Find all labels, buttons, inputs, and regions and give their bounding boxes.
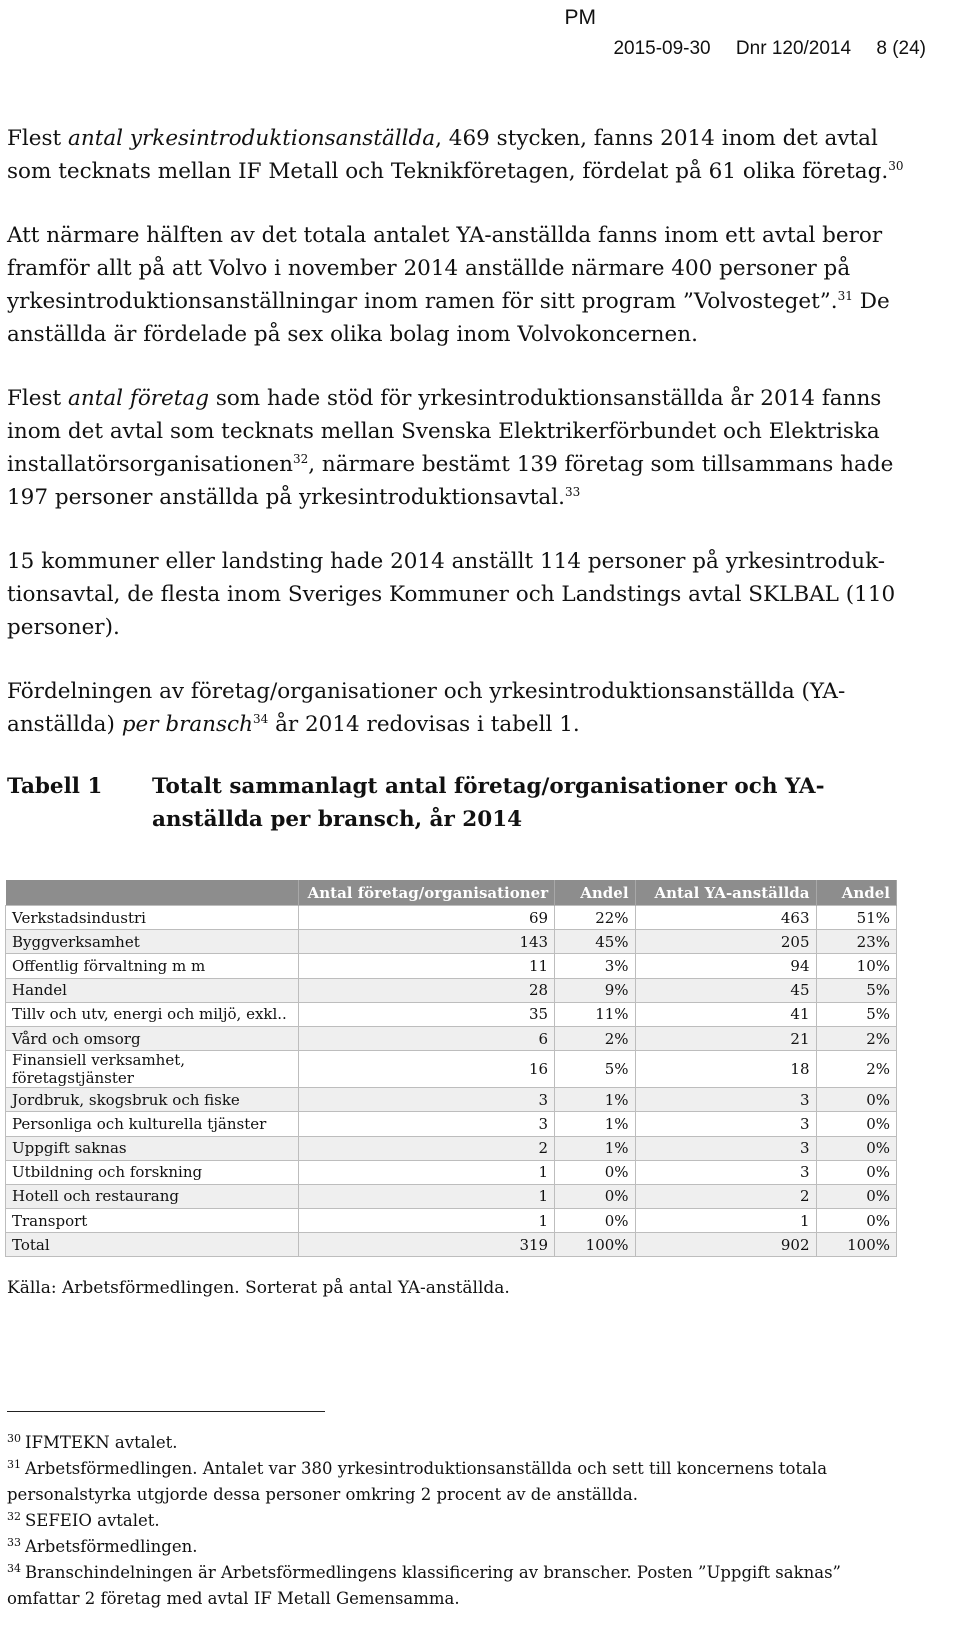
header-meta bbox=[593, 38, 926, 60]
table-row bbox=[6, 1112, 897, 1136]
value-cell: 902 bbox=[635, 1233, 816, 1257]
paragraph-5: Fördelningen av företag/organisationer och yrkesintroduktionsanställda (YA-anställda) per bransch$^{34}$ år 2014 redovisas i tabell 1. bbox=[7, 679, 846, 737]
value-cell: 45% bbox=[555, 930, 635, 954]
footnote-number: 30 bbox=[7, 1432, 21, 1445]
table-title: Totalt sammanlagt antal företag/organisationer och YA-anställda per bransch, år 2014 bbox=[152, 774, 825, 832]
footnote-number: 33 bbox=[7, 1536, 21, 1549]
value-cell: 2 bbox=[299, 1136, 555, 1160]
value-cell: 1 bbox=[299, 1184, 555, 1208]
paragraph-4: 15 kommuner eller landsting hade 2014 anställt 114 personer på yrkesintroduk-tionsavtal, de flesta inom Sveriges Kommuner och Landstings avtal SKLBAL (110 personer). bbox=[7, 549, 896, 640]
footnotes bbox=[7, 1430, 887, 1612]
table-row bbox=[6, 1026, 897, 1050]
header-cell bbox=[6, 880, 299, 906]
value-cell: 21 bbox=[635, 1026, 816, 1050]
table-label: Tabell 1 bbox=[7, 774, 103, 799]
footnote-number: 34 bbox=[7, 1562, 21, 1575]
value-cell: 45 bbox=[635, 978, 816, 1002]
value-cell: 41 bbox=[635, 1002, 816, 1026]
doc-dnr: Dnr 120/2014 bbox=[735, 38, 852, 59]
value-cell: 0% bbox=[816, 1209, 897, 1233]
footnote-ref: 31 bbox=[837, 289, 853, 303]
footnote-ref: 30 bbox=[888, 159, 904, 173]
value-cell: 0% bbox=[816, 1160, 897, 1184]
value-cell: 3% bbox=[555, 954, 635, 978]
footnote bbox=[7, 1560, 887, 1612]
value-cell: 319 bbox=[299, 1233, 555, 1257]
value-cell: 69 bbox=[299, 906, 555, 930]
value-cell: 3 bbox=[635, 1136, 816, 1160]
value-cell: 0% bbox=[816, 1184, 897, 1208]
table-caption bbox=[7, 770, 907, 836]
value-cell: 94 bbox=[635, 954, 816, 978]
footnote-text: Arbetsförmedlingen. bbox=[25, 1537, 198, 1556]
table-header-row bbox=[6, 880, 897, 906]
value-cell: 35 bbox=[299, 1002, 555, 1026]
value-cell: 3 bbox=[299, 1088, 555, 1112]
footnote-text: Branschindelningen är Arbetsförmedlingens klassificering av branscher. Posten ”Uppgift saknas” omfattar 2 företag med avtal IF Metall Gemensamma. bbox=[7, 1563, 841, 1608]
value-cell: 0% bbox=[816, 1088, 897, 1112]
table-row bbox=[6, 1088, 897, 1112]
row-label-cell: Total bbox=[6, 1233, 299, 1257]
source-note: Källa: Arbetsförmedlingen. Sorterat på antal YA-anställda. bbox=[7, 1278, 510, 1298]
row-label-cell: Vård och omsorg bbox=[6, 1026, 299, 1050]
value-cell: 0% bbox=[816, 1136, 897, 1160]
value-cell: 11 bbox=[299, 954, 555, 978]
value-cell: 1 bbox=[635, 1209, 816, 1233]
header-cell: Antal företag/organisationer bbox=[299, 880, 555, 906]
value-cell: 100% bbox=[555, 1233, 635, 1257]
row-label-cell: Jordbruk, skogsbruk och fiske bbox=[6, 1088, 299, 1112]
row-label-cell: Transport bbox=[6, 1209, 299, 1233]
body-text bbox=[7, 122, 907, 836]
value-cell: 2% bbox=[555, 1026, 635, 1050]
value-cell: 143 bbox=[299, 930, 555, 954]
value-cell: 0% bbox=[555, 1209, 635, 1233]
footnote-divider bbox=[7, 1411, 325, 1412]
value-cell: 28 bbox=[299, 978, 555, 1002]
footnote bbox=[7, 1430, 887, 1456]
value-cell: 463 bbox=[635, 906, 816, 930]
table-row bbox=[6, 1184, 897, 1208]
value-cell: 205 bbox=[635, 930, 816, 954]
table-row bbox=[6, 930, 897, 954]
row-label-cell: Finansiell verksamhet, företagstjänster bbox=[6, 1051, 299, 1088]
value-cell: 6 bbox=[299, 1026, 555, 1050]
table-row bbox=[6, 1002, 897, 1026]
footnote-text: SEFEIO avtalet. bbox=[25, 1511, 160, 1530]
value-cell: 3 bbox=[635, 1160, 816, 1184]
value-cell: 5% bbox=[816, 1002, 897, 1026]
footnote bbox=[7, 1456, 887, 1508]
value-cell: 3 bbox=[299, 1112, 555, 1136]
table-row bbox=[6, 906, 897, 930]
value-cell: 1% bbox=[555, 1112, 635, 1136]
value-cell: 11% bbox=[555, 1002, 635, 1026]
row-label-cell: Offentlig förvaltning m m bbox=[6, 954, 299, 978]
header-cell: Antal YA-anställda bbox=[635, 880, 816, 906]
value-cell: 0% bbox=[555, 1184, 635, 1208]
value-cell: 9% bbox=[555, 978, 635, 1002]
table-row bbox=[6, 978, 897, 1002]
value-cell: 1% bbox=[555, 1088, 635, 1112]
footnote bbox=[7, 1508, 887, 1534]
value-cell: 10% bbox=[816, 954, 897, 978]
footnote-text: IFMTEKN avtalet. bbox=[25, 1433, 178, 1452]
paragraph-2: Att närmare hälften av det totala antalet YA-anställda fanns inom ett avtal beror framför allt på att Volvo i november 2014 anställde närmare 400 personer på yrkesintroduktionsanställningar inom ramen för sitt program ”Volvosteget”.$^{31}$ De anställda är fördelade på sex olika bolag inom Volvokoncernen. bbox=[7, 223, 890, 347]
table-row bbox=[6, 1136, 897, 1160]
footnote-text: Arbetsförmedlingen. Antalet var 380 yrkesintroduktionsanställda och sett till koncernens totala personalstyrka utgjorde dessa personer omkring 2 procent av de anställda. bbox=[7, 1459, 828, 1504]
value-cell: 0% bbox=[816, 1112, 897, 1136]
footnote-number: 32 bbox=[7, 1510, 21, 1523]
paragraph-3: Flest antal företag som hade stöd för yrkesintroduktionsanställda år 2014 fanns inom det avtal som tecknats mellan Svenska Elektrikerförbundet och Elektriska installatörsorganisationen$^{32}$, närmare bestämt 139 företag som tillsammans hade 197 personer anställda på yrkesintroduktionsavtal.$^{33}$ bbox=[7, 386, 894, 510]
value-cell: 23% bbox=[816, 930, 897, 954]
value-cell: 5% bbox=[555, 1051, 635, 1088]
value-cell: 2% bbox=[816, 1051, 897, 1088]
row-label-cell: Verkstadsindustri bbox=[6, 906, 299, 930]
value-cell: 3 bbox=[635, 1088, 816, 1112]
value-cell: 51% bbox=[816, 906, 897, 930]
header-cell: Andel bbox=[555, 880, 635, 906]
footnote bbox=[7, 1534, 887, 1560]
table-row bbox=[6, 1051, 897, 1088]
row-label-cell: Utbildning och forskning bbox=[6, 1160, 299, 1184]
row-label-cell: Hotell och restaurang bbox=[6, 1184, 299, 1208]
value-cell: 22% bbox=[555, 906, 635, 930]
footnote-ref: 33 bbox=[564, 485, 581, 499]
footnote-ref: 32 bbox=[292, 452, 309, 466]
value-cell: 16 bbox=[299, 1051, 555, 1088]
footnote-number: 31 bbox=[7, 1458, 21, 1471]
row-label-cell: Personliga och kulturella tjänster bbox=[6, 1112, 299, 1136]
table-row bbox=[6, 1209, 897, 1233]
value-cell: 100% bbox=[816, 1233, 897, 1257]
row-label-cell: Tillv och utv, energi och miljö, exkl.. bbox=[6, 1002, 299, 1026]
page-number: 8 (24) bbox=[876, 38, 926, 59]
table-row bbox=[6, 1233, 897, 1257]
doc-type: PM bbox=[564, 6, 596, 29]
footnote-ref: 34 bbox=[252, 712, 269, 726]
value-cell: 1% bbox=[555, 1136, 635, 1160]
value-cell: 5% bbox=[816, 978, 897, 1002]
table-body bbox=[6, 906, 897, 1257]
table-row bbox=[6, 1160, 897, 1184]
value-cell: 1 bbox=[299, 1209, 555, 1233]
value-cell: 3 bbox=[635, 1112, 816, 1136]
row-label-cell: Uppgift saknas bbox=[6, 1136, 299, 1160]
header-cell: Andel bbox=[816, 880, 897, 906]
table-row bbox=[6, 954, 897, 978]
row-label-cell: Handel bbox=[6, 978, 299, 1002]
value-cell: 18 bbox=[635, 1051, 816, 1088]
value-cell: 2 bbox=[635, 1184, 816, 1208]
data-table bbox=[5, 880, 897, 1257]
value-cell: 2% bbox=[816, 1026, 897, 1050]
value-cell: 1 bbox=[299, 1160, 555, 1184]
value-cell: 0% bbox=[555, 1160, 635, 1184]
paragraph-1: Flest antal yrkesintroduktionsanställda, 469 stycken, fanns 2014 inom det avtal som tecknats mellan IF Metall och Teknikföretagen, fördelat på 61 olika företag.$^{30}$ bbox=[7, 126, 904, 184]
row-label-cell: Byggverksamhet bbox=[6, 930, 299, 954]
doc-date: 2015-09-30 bbox=[613, 38, 711, 59]
